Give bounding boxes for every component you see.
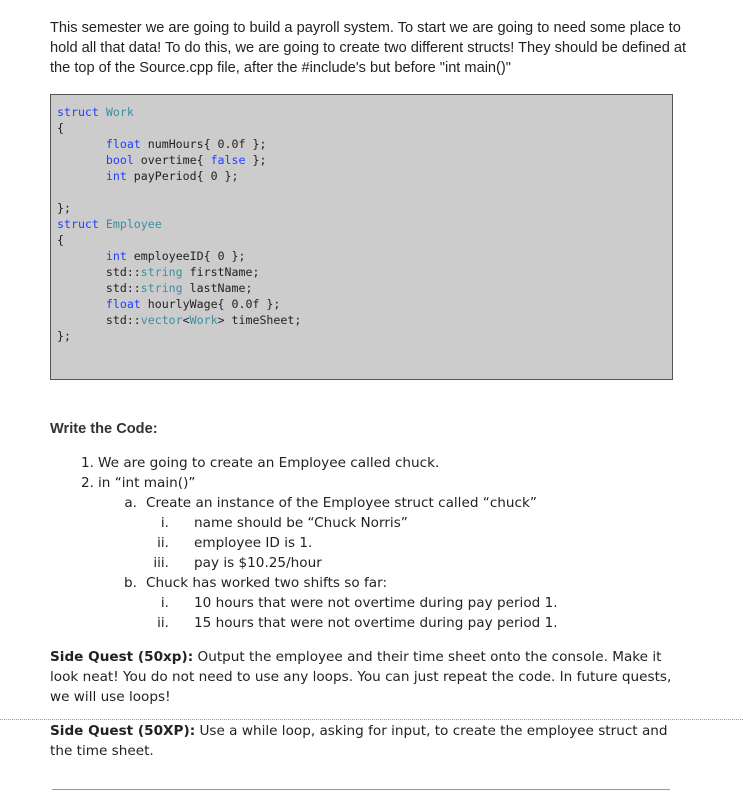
list-item-text: Chuck has worked two shifts so far: [146, 575, 388, 591]
list-item-text: in “int main()” [98, 475, 196, 491]
list-marker: i. [160, 515, 169, 531]
code-line [57, 168, 239, 184]
list-marker: b. [124, 575, 137, 591]
list-marker: i. [160, 595, 169, 611]
code-token: { [57, 121, 64, 135]
code-token: lastName; [182, 281, 253, 295]
code-token: false [210, 153, 246, 167]
code-token: < [182, 313, 190, 327]
list-marker: iii. [153, 555, 169, 571]
side-quest-2 [50, 721, 690, 761]
code-token [57, 137, 106, 151]
code-line [57, 280, 252, 296]
code-token: vector [140, 313, 183, 327]
code-line [57, 248, 246, 264]
list-marker: ii. [157, 615, 169, 631]
list-marker: 1. [81, 455, 94, 471]
code-token [57, 249, 106, 263]
list-item-text: employee ID is 1. [194, 535, 313, 551]
code-line [57, 136, 266, 152]
code-token: Work [189, 313, 218, 327]
code-token: payPeriod{ 0 }; [126, 169, 239, 183]
code-token: float [105, 297, 141, 311]
code-line [57, 152, 266, 168]
code-line [57, 328, 71, 344]
code-token: hourlyWage{ 0.0f }; [140, 297, 281, 311]
code-line [57, 200, 71, 216]
code-token: > timeSheet; [217, 313, 302, 327]
code-line [57, 264, 259, 280]
side-quest-1-label: Side Quest (50xp): [50, 649, 194, 665]
code-token: numHours{ 0.0f }; [140, 137, 267, 151]
list-item-text: 10 hours that were not overtime during pay period 1. [194, 595, 558, 611]
code-token: struct [57, 105, 106, 119]
list-marker: 2. [81, 475, 94, 491]
side-quest-1-text: Output the employee and their time sheet onto the console. Make it look neat! You do not need to use any loops. You can just repeat the code. In future quests, we will use loops! [50, 649, 672, 705]
side-quest-2-text: Use a while loop, asking for input, to create the employee struct and the time sheet. [50, 723, 668, 759]
code-token: int [105, 249, 127, 263]
code-token [57, 297, 106, 311]
side-quest-1 [50, 647, 690, 707]
code-token: std:: [57, 281, 141, 295]
code-token: int [105, 169, 127, 183]
list-item-text: 15 hours that were not overtime during pay period 1. [194, 615, 558, 631]
code-line [57, 104, 134, 120]
list-item-text: pay is $10.25/hour [194, 555, 322, 571]
code-token: string [140, 281, 183, 295]
code-line [57, 232, 64, 248]
code-token: { [57, 233, 64, 247]
code-token: std:: [57, 265, 141, 279]
code-token: }; [245, 153, 267, 167]
code-token: std:: [57, 313, 141, 327]
code-token: }; [57, 329, 71, 343]
horizontal-rule [52, 789, 670, 790]
code-token [57, 169, 106, 183]
code-token: Work [105, 105, 134, 119]
list-marker: ii. [157, 535, 169, 551]
list-item-text: name should be “Chuck Norris” [194, 515, 408, 531]
list-marker: a. [124, 495, 137, 511]
code-line [57, 296, 280, 312]
section-heading: Write the Code: [50, 421, 158, 437]
code-token [57, 153, 106, 167]
code-token: firstName; [182, 265, 260, 279]
code-line [57, 312, 301, 328]
list-item-text: Create an instance of the Employee struct called “chuck” [146, 495, 537, 511]
code-token: overtime{ [133, 153, 211, 167]
list-item-text: We are going to create an Employee called chuck. [98, 455, 440, 471]
code-token: Employee [105, 217, 162, 231]
code-token: }; [57, 201, 71, 215]
code-token: bool [105, 153, 134, 167]
code-token: employeeID{ 0 }; [126, 249, 246, 263]
page-break-divider [0, 719, 743, 720]
code-line [57, 216, 162, 232]
code-token: struct [57, 217, 106, 231]
code-block [50, 94, 673, 380]
code-line [57, 120, 64, 136]
intro-paragraph: This semester we are going to build a payroll system. To start we are going to need some place to hold all that data! To do this, we are going to create two different structs! They should be defined at the top of the Source.cpp file, after the #include's but before "int main()" [50, 20, 687, 76]
code-token: string [140, 265, 183, 279]
code-token: float [105, 137, 141, 151]
side-quest-2-label: Side Quest (50XP): [50, 723, 196, 739]
